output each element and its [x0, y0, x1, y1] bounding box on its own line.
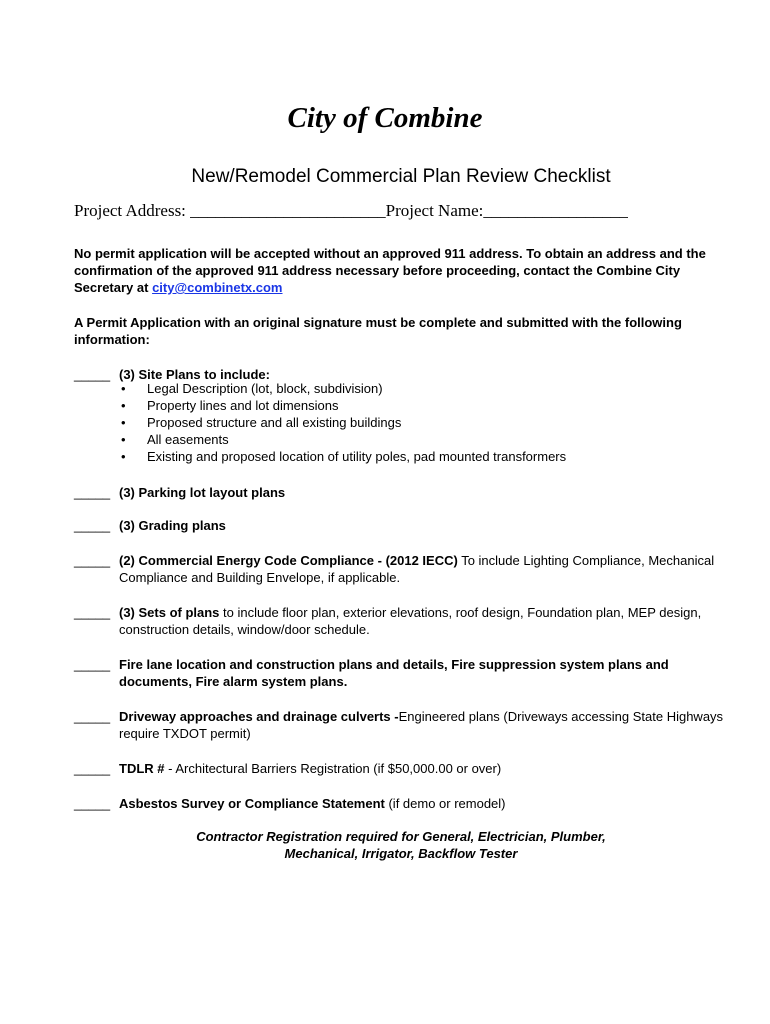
site-plans-list	[118, 380, 566, 465]
item-detail: Engineered plans (Driveways accessing State Highways require TXDOT permit)	[119, 709, 724, 741]
check-blank[interactable]: _____	[74, 367, 111, 382]
item-detail: - Architectural Barriers Registration (if $50,000.00 or over)	[164, 761, 502, 776]
list-item: • Legal Description (lot, block, subdivision)	[121, 381, 383, 396]
notice-text: No permit application will be accepted without an approved 911 address. To obtain an address and the confirmation of the approved 911 address necessary before proceeding, contact the Combine City Secretary at	[74, 246, 706, 295]
checklist-item	[74, 484, 734, 501]
project-address-blank[interactable]: _______________________	[190, 201, 386, 220]
item-detail: To include Lighting Compliance, Mechanical Compliance and Building Envelope, if applicable.	[119, 553, 715, 585]
list-item: • Proposed structure and all existing buildings	[121, 415, 402, 430]
check-blank[interactable]: _____	[74, 657, 111, 672]
checklist-item	[74, 517, 734, 534]
checklist-item	[74, 795, 734, 812]
list-item: • All easements	[121, 432, 229, 447]
list-item: • Property lines and lot dimensions	[121, 398, 339, 413]
intro-text: A Permit Application with an original signature must be complete and submitted with the following information:	[74, 315, 682, 347]
contractor-note-line-1: Contractor Registration required for General, Electrician, Plumber,	[196, 829, 606, 844]
list-item: • Existing and proposed location of utility poles, pad mounted transformers	[121, 449, 567, 464]
checklist-item	[74, 552, 734, 586]
check-blank[interactable]: _____	[74, 518, 111, 533]
page-title: City of Combine	[287, 102, 483, 134]
address-notice	[74, 245, 734, 296]
item-label: (3) Sets of plans	[119, 605, 220, 620]
item-label: (3) Parking lot layout plans	[119, 485, 286, 500]
item-label: (3) Grading plans	[119, 518, 226, 533]
project-fields	[74, 201, 628, 221]
contractor-note-line-2: Mechanical, Irrigator, Backflow Tester	[284, 846, 518, 861]
check-blank[interactable]: _____	[74, 485, 111, 500]
item-label: Driveway approaches and drainage culverts -	[119, 709, 399, 724]
bullet-icon: •	[121, 381, 126, 396]
checklist-item	[74, 604, 734, 638]
item-label: Asbestos Survey or Compliance Statement	[119, 796, 385, 811]
checklist-item	[74, 656, 734, 690]
check-blank[interactable]: _____	[74, 605, 111, 620]
bullet-icon: •	[121, 398, 126, 413]
check-blank[interactable]: _____	[74, 796, 111, 811]
item-detail: to include floor plan, exterior elevations, roof design, Foundation plan, MEP design, construction details, window/door schedule.	[119, 605, 702, 637]
bullet-icon: •	[121, 415, 126, 430]
item-label: (2) Commercial Energy Code Compliance - (2012 IECC)	[119, 553, 458, 568]
project-name-blank[interactable]: _________________	[483, 201, 628, 220]
email-link[interactable]: city@combinetx.com	[152, 280, 283, 295]
item-detail: (if demo or remodel)	[384, 796, 506, 811]
project-address-label: Project Address:	[74, 201, 186, 220]
checklist-item	[74, 708, 734, 742]
bullet-icon: •	[121, 432, 126, 447]
item-label: Fire lane location and construction plans and details, Fire suppression system plans and documents, Fire alarm system plans.	[119, 657, 669, 689]
contractor-note	[0, 828, 770, 862]
item-label: TDLR #	[119, 761, 165, 776]
project-name-label: Project Name:	[385, 201, 484, 220]
check-blank[interactable]: _____	[74, 709, 111, 724]
item-label: (3) Site Plans to include:	[119, 367, 270, 382]
check-blank[interactable]: _____	[74, 553, 111, 568]
checklist-title: New/Remodel Commercial Plan Review Checklist	[191, 166, 611, 187]
check-blank[interactable]: _____	[74, 761, 111, 776]
checklist-item	[74, 760, 734, 777]
bullet-icon: •	[121, 449, 126, 464]
